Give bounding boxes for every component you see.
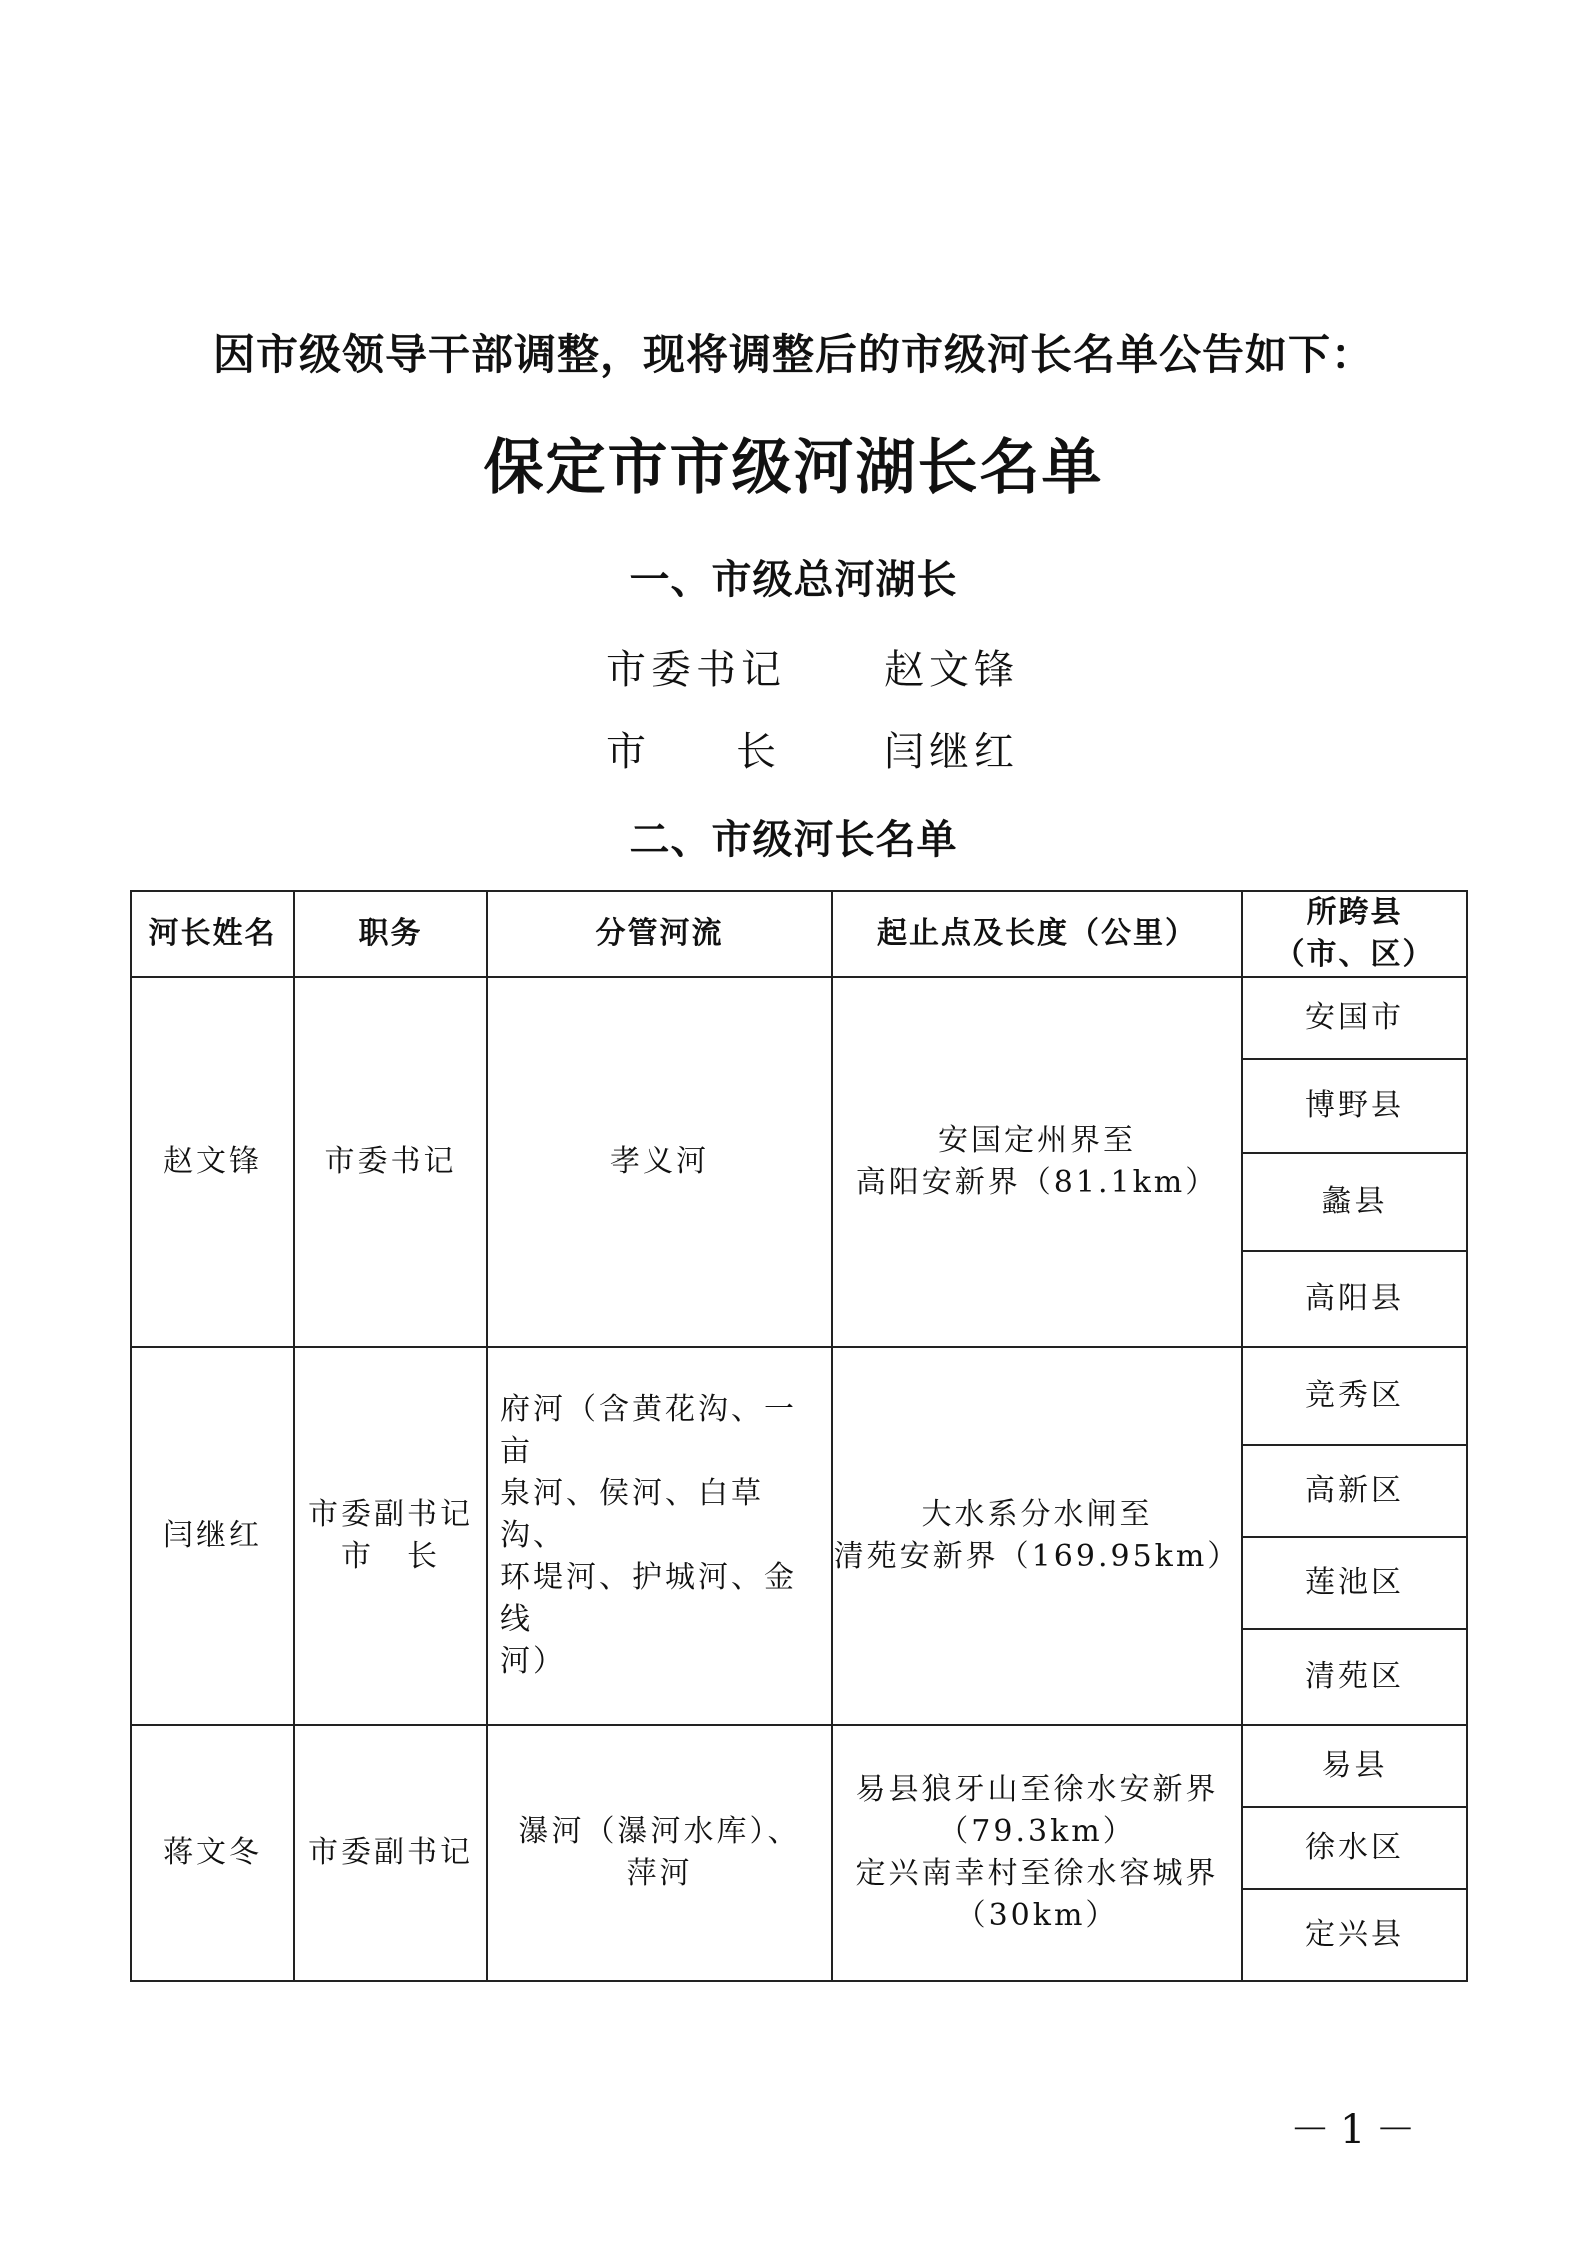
county-cell: 蠡县: [1242, 1153, 1467, 1251]
route-line: （30km）: [955, 1898, 1119, 1933]
chief-name-mayor: 闫继红: [884, 729, 1019, 775]
route-cell: [832, 1347, 1242, 1725]
chief-label-mayor: [606, 720, 776, 777]
river-line: 泉河、侯河、白草沟、: [500, 1476, 764, 1553]
page-number: －1－: [1290, 2107, 1426, 2153]
route-cell: [832, 977, 1242, 1347]
position-cell: [294, 977, 487, 1347]
county-cell: 徐水区: [1242, 1807, 1467, 1889]
county-cell: 定兴县: [1242, 1889, 1467, 1981]
county-cell: 竞秀区: [1242, 1347, 1467, 1445]
river-chief-table: [130, 890, 1468, 1982]
river-line: 瀑河（瀑河水库）、: [518, 1814, 801, 1849]
header-route: 起止点及长度（公里）: [832, 891, 1242, 977]
route-line: 定兴南幸村至徐水容城界: [855, 1856, 1219, 1891]
section1-heading: 一、市级总河湖长: [629, 557, 958, 603]
table-row: [131, 977, 1467, 1059]
river-line: 河）: [500, 1644, 566, 1679]
river-line: 孝义河: [610, 1144, 709, 1179]
chief-name-cell: 蒋文冬: [131, 1725, 294, 1981]
table-row: [131, 1347, 1467, 1445]
county-cell: 高新区: [1242, 1445, 1467, 1537]
county-cell: 易县: [1242, 1725, 1467, 1807]
chief-label-secretary: 市委书记: [606, 647, 786, 693]
route-line: 安国定州界至: [938, 1123, 1136, 1158]
header-counties: [1242, 891, 1467, 977]
route-line: （79.3km）: [938, 1814, 1136, 1849]
chief-label-mayor-part1: 市: [606, 729, 646, 775]
position-line: 市委书记: [324, 1144, 457, 1179]
river-line: 萍河: [626, 1856, 693, 1891]
county-cell: 博野县: [1242, 1059, 1467, 1153]
section2-heading: 二、市级河长名单: [629, 817, 958, 863]
position-cell: [294, 1347, 487, 1725]
position-cell: [294, 1725, 487, 1981]
route-line: 易县狼牙山至徐水安新界: [855, 1772, 1219, 1807]
position-line: 市委副书记: [308, 1497, 473, 1532]
header-rivers: 分管河流: [487, 891, 832, 977]
table-header-row: [131, 891, 1467, 977]
river-line: 府河（含黄花沟、一亩: [500, 1392, 797, 1469]
county-cell: 安国市: [1242, 977, 1467, 1059]
header-position: 职务: [294, 891, 487, 977]
intro-text: 因市级领导干部调整，现将调整后的市级河长名单公告如下：: [212, 330, 1374, 379]
route-cell: [832, 1725, 1242, 1981]
route-line: 清苑安新界（169.95km）: [833, 1539, 1241, 1574]
route-line: 大水系分水闸至: [921, 1497, 1153, 1532]
county-cell: 莲池区: [1242, 1537, 1467, 1629]
county-cell: 高阳县: [1242, 1251, 1467, 1347]
chief-name-cell: 闫继红: [131, 1347, 294, 1725]
header-counties-line1: 所跨县: [1306, 895, 1403, 930]
county-cell: 清苑区: [1242, 1629, 1467, 1725]
header-name: 河长姓名: [131, 891, 294, 977]
route-line: 高阳安新界（81.1km）: [855, 1165, 1219, 1200]
rivers-cell: [487, 1725, 832, 1981]
river-line: 环堤河、护城河、金线: [500, 1560, 797, 1637]
page-title: 保定市市级河湖长名单: [483, 433, 1104, 503]
rivers-cell: [487, 1347, 832, 1725]
chief-name-secretary: 赵文锋: [884, 647, 1019, 693]
table-row: [131, 1725, 1467, 1807]
position-line: 市 长: [341, 1539, 440, 1574]
rivers-cell: [487, 977, 832, 1347]
position-line: 市委副书记: [308, 1835, 473, 1870]
chief-label-mayor-part2: 长: [736, 729, 776, 775]
chief-name-cell: 赵文锋: [131, 977, 294, 1347]
header-counties-line2: （市、区）: [1274, 937, 1435, 972]
